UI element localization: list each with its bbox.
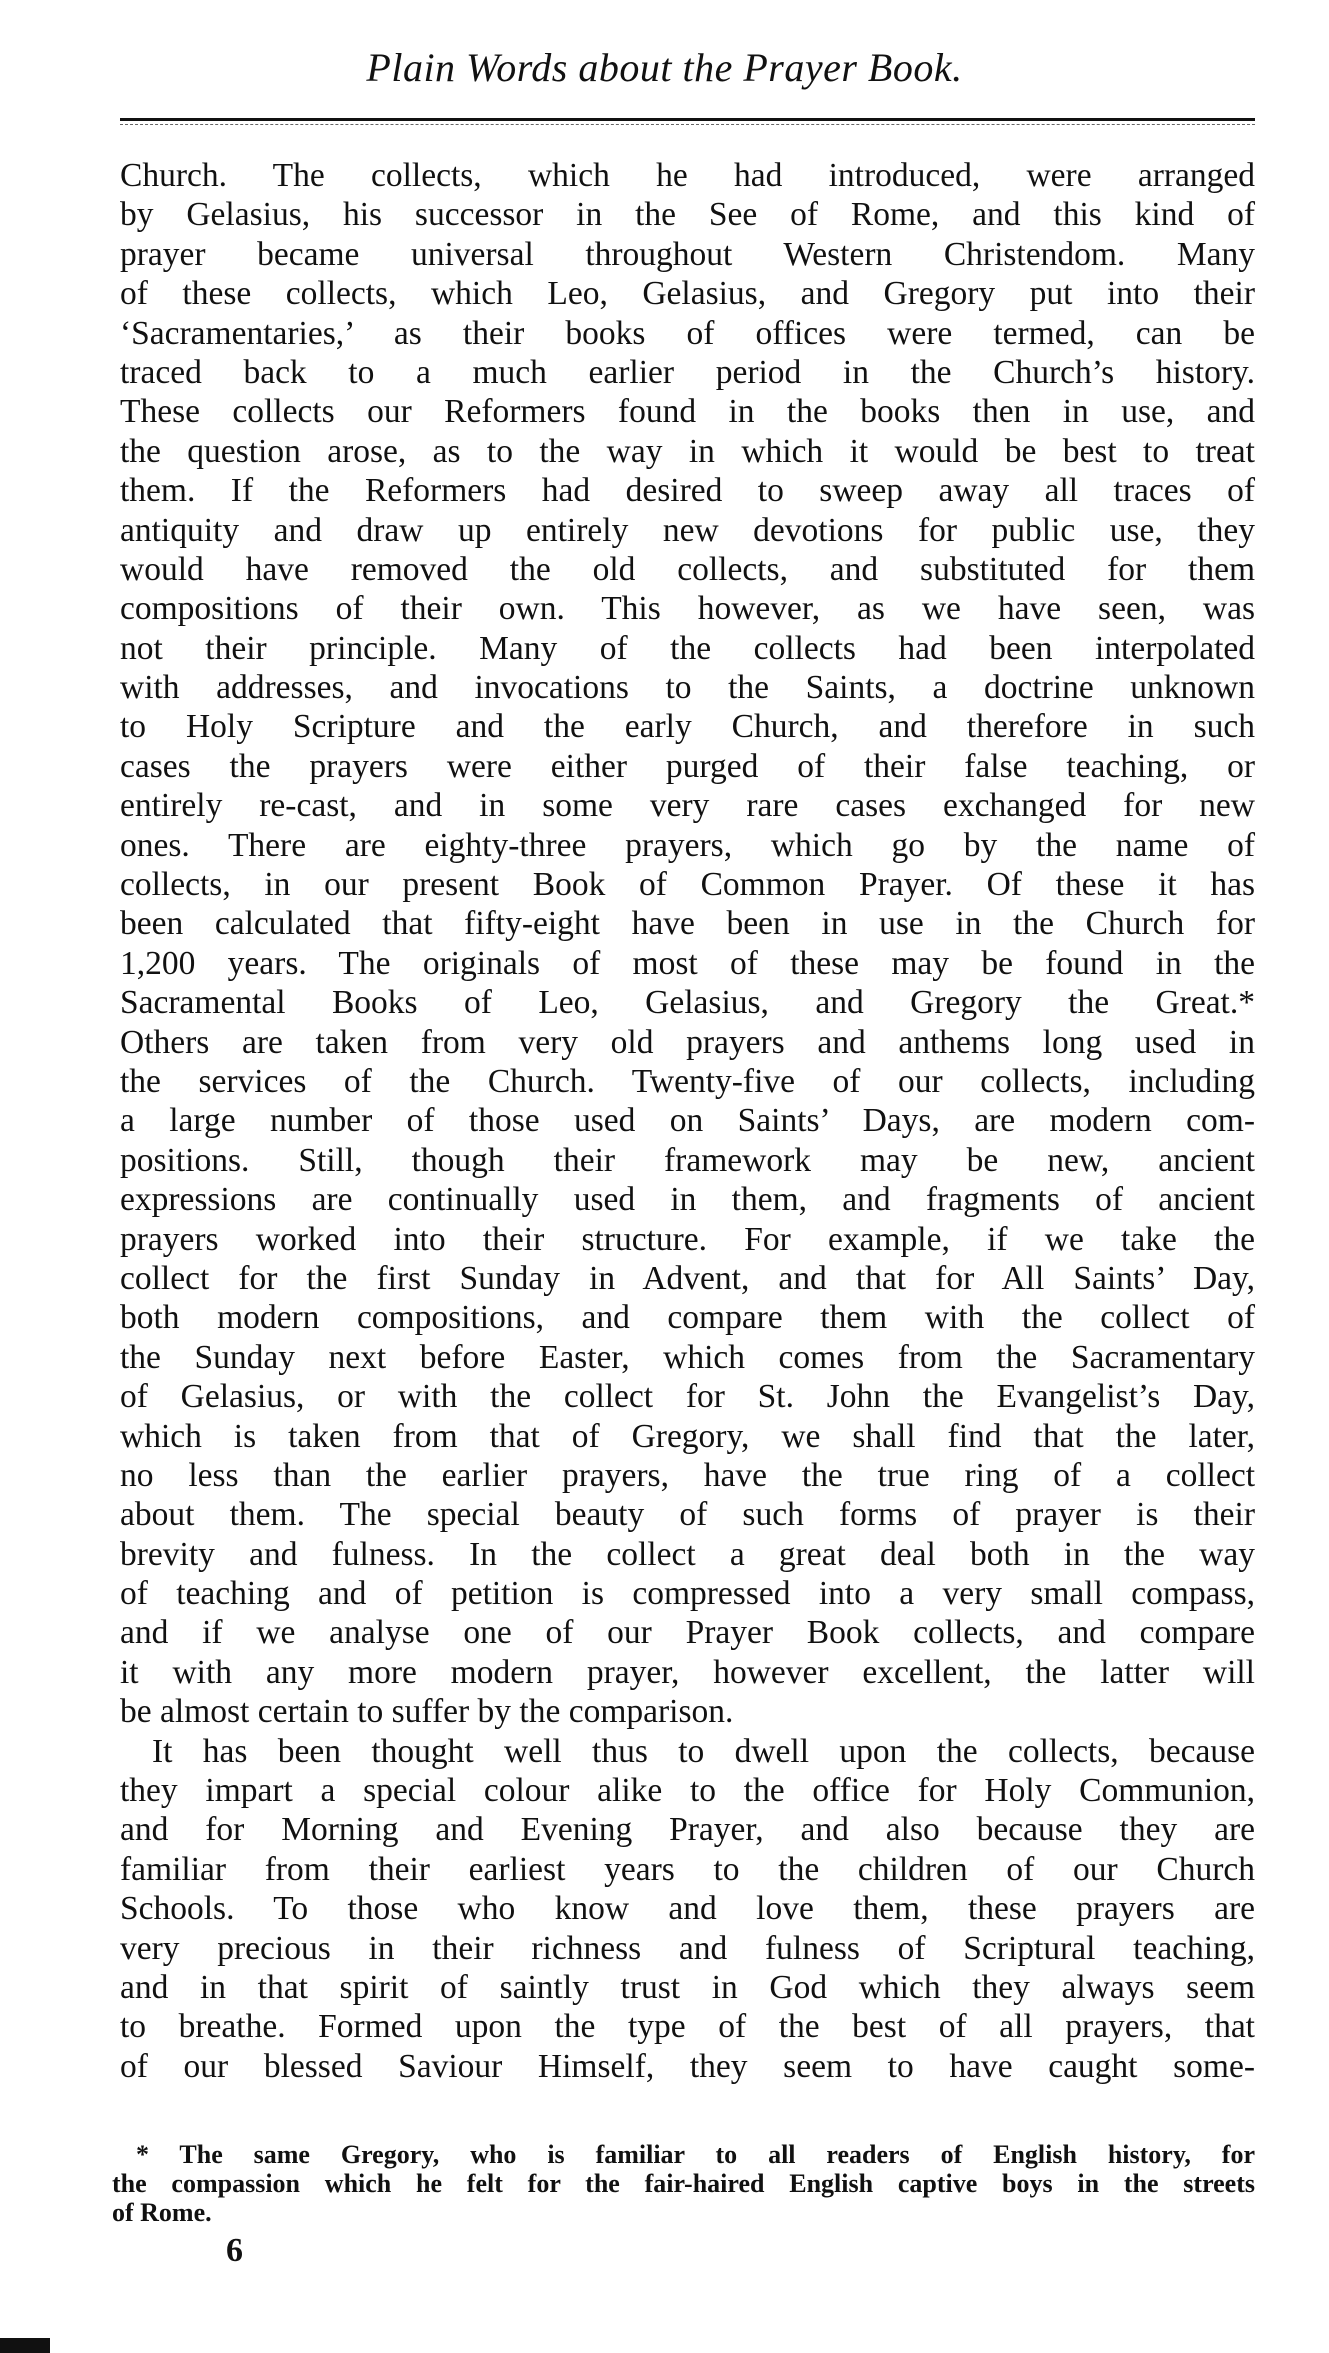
body-line: by Gelasius, his successor in the See of Rome, and this kind of [120, 196, 1255, 234]
body-line: which is taken from that of Gregory, we shall find that the later, [120, 1417, 1255, 1455]
body-line: of our blessed Saviour Himself, they seem to have caught some- [120, 2047, 1255, 2085]
body-line: be almost certain to suffer by the comparison. [120, 1693, 734, 1731]
body-line: Others are taken from very old prayers and anthems long used in [120, 1023, 1255, 1061]
body-line: antiquity and draw up entirely new devotions for public use, they [120, 511, 1255, 549]
scan-corner-mark [0, 2338, 50, 2353]
body-line: very precious in their richness and fulness of Scriptural teaching, [120, 1929, 1255, 1967]
body-line: collects, in our present Book of Common Prayer. Of these it has [120, 866, 1255, 904]
body-line: Schools. To those who know and love them, these prayers are [120, 1890, 1255, 1928]
body-line: of teaching and of petition is compressed into a very small compass, [120, 1575, 1255, 1613]
footnote-line: of Rome. [112, 2198, 212, 2227]
body-line: the question arose, as to the way in which it would be best to treat [120, 432, 1255, 470]
body-line: prayers worked into their structure. For example, if we take the [120, 1220, 1255, 1258]
body-line: to Holy Scripture and the early Church, and therefore in such [120, 708, 1255, 746]
body-line: not their principle. Many of the collects had been interpolated [120, 629, 1255, 667]
body-line: ones. There are eighty-three prayers, which go by the name of [120, 826, 1255, 864]
body-line: about them. The special beauty of such forms of prayer is their [120, 1496, 1255, 1534]
body-line: and for Morning and Evening Prayer, and also because they are [120, 1811, 1255, 1849]
body-line: Church. The collects, which he had introduced, were arranged [120, 157, 1255, 194]
body-line: expressions are continually used in them, and fragments of ancient [120, 1181, 1255, 1219]
body-line: been calculated that fifty-eight have been in use in the Church for [120, 905, 1255, 943]
body-line: the Sunday next before Easter, which comes from the Sacramentary [120, 1338, 1255, 1376]
body-line: ‘Sacramentaries,’ as their books of offices were termed, can be [120, 314, 1255, 352]
body-line: a large number of those used on Saints’ Days, are modern com- [120, 1102, 1255, 1140]
header-rule-secondary [120, 124, 1255, 125]
body-line: they impart a special colour alike to the office for Holy Communion, [120, 1772, 1255, 1810]
body-line: of Gelasius, or with the collect for St. John the Evangelist’s Day, [120, 1378, 1255, 1416]
body-line: of these collects, which Leo, Gelasius, and Gregory put into their [120, 275, 1255, 313]
body-line: collect for the first Sunday in Advent, and that for All Saints’ Day, [120, 1259, 1255, 1297]
footnote [112, 2140, 1255, 2227]
body-line: both modern compositions, and compare them with the collect of [120, 1299, 1255, 1337]
header-rule [120, 118, 1255, 121]
body-line: compositions of their own. This however, as we have seen, was [120, 590, 1255, 628]
body-line: them. If the Reformers had desired to sweep away all traces of [120, 472, 1255, 510]
body-line: traced back to a much earlier period in the Church’s history. [120, 353, 1255, 391]
body-text [120, 156, 1255, 2086]
body-line: to breathe. Formed upon the type of the best of all prayers, that [120, 2008, 1255, 2046]
body-line: These collects our Reformers found in the books then in use, and [120, 393, 1255, 431]
body-line: with addresses, and invocations to the Saints, a doctrine unknown [120, 669, 1255, 707]
body-line: It has been thought well thus to dwell upon the collects, because [152, 1732, 1255, 1770]
body-line: cases the prayers were either purged of their false teaching, or [120, 747, 1255, 785]
body-line: brevity and fulness. In the collect a great deal both in the way [120, 1535, 1255, 1573]
body-line: it with any more modern prayer, however excellent, the latter will [120, 1653, 1255, 1691]
body-line: no less than the earlier prayers, have the true ring of a collect [120, 1456, 1255, 1494]
body-line: and if we analyse one of our Prayer Book collects, and compare [120, 1614, 1255, 1652]
body-line: 1,200 years. The originals of most of these may be found in the [120, 944, 1255, 982]
body-line: would have removed the old collects, and substituted for them [120, 550, 1255, 588]
body-line: Sacramental Books of Leo, Gelasius, and Gregory the Great.* [120, 984, 1255, 1022]
running-title: Plain Words about the Prayer Book. [366, 45, 963, 90]
body-line: the services of the Church. Twenty-five of our collects, including [120, 1062, 1255, 1100]
footnote-line: the compassion which he felt for the fair-haired English captive boys in the streets [112, 2169, 1255, 2198]
footnote-line: * The same Gregory, who is familiar to all readers of English history, for [136, 2140, 1255, 2169]
body-line: positions. Still, though their framework may be new, ancient [120, 1141, 1255, 1179]
page-number: 6 [226, 2232, 243, 2269]
body-line: familiar from their earliest years to the children of our Church [120, 1850, 1255, 1888]
body-line: entirely re-cast, and in some very rare cases exchanged for new [120, 787, 1255, 825]
body-line: and in that spirit of saintly trust in God which they always seem [120, 1968, 1255, 2006]
body-line: prayer became universal throughout Western Christendom. Many [120, 235, 1255, 273]
